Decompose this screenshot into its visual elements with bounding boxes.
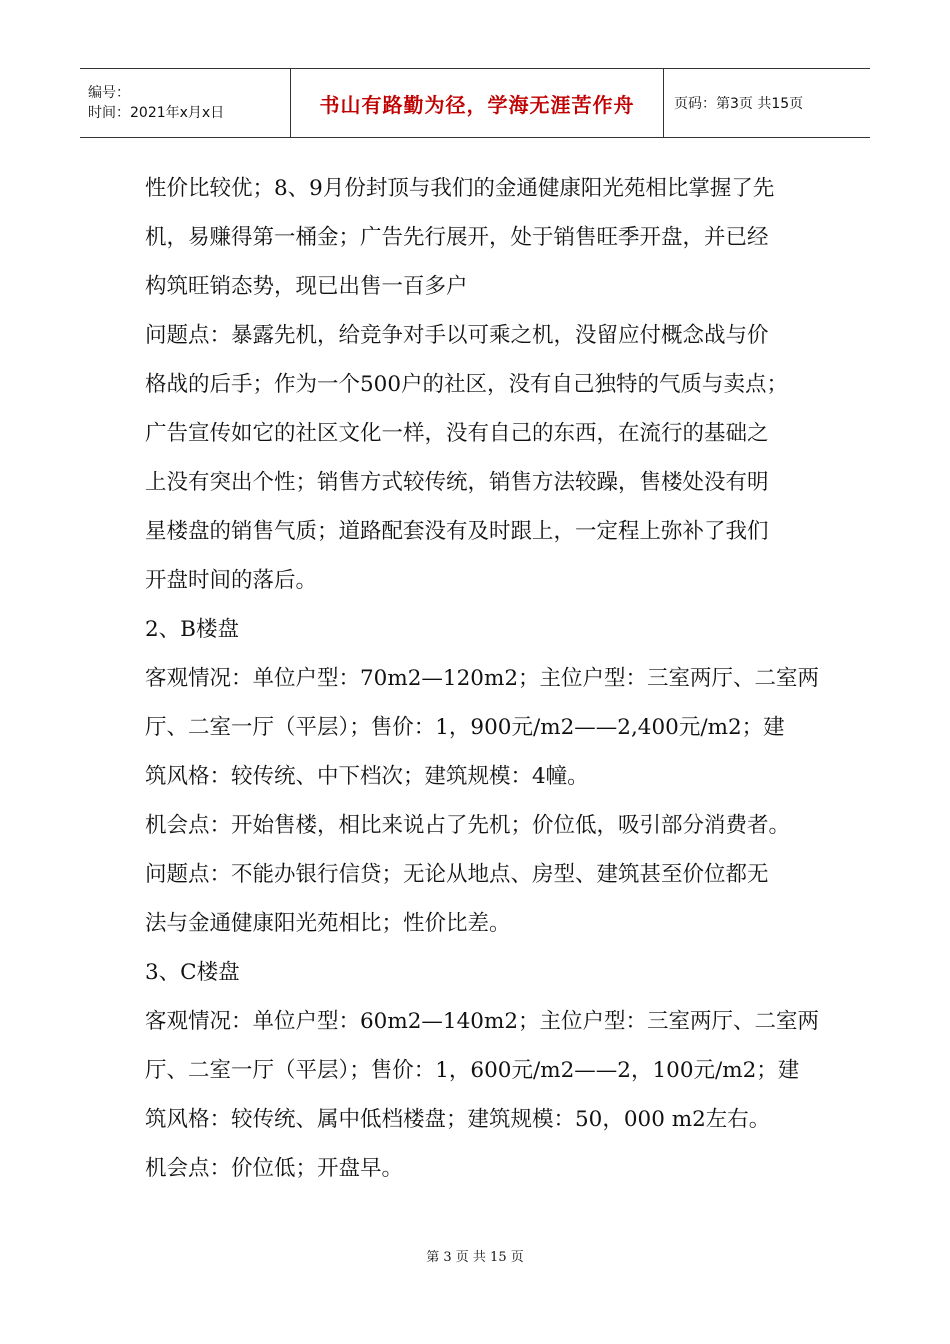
motto: 书山有路勤为径，学海无涯苦作舟 [319, 92, 635, 117]
time-label: 时间：2021年x月x日 [88, 105, 225, 121]
text-line: 客观情况：单位户型：60m2—140m2；主位户型：三室两厅、二室两 [145, 1009, 820, 1034]
text-line: 性价比较优；8、9月份封顶与我们的金通健康阳光苑相比掌握了先 [145, 176, 775, 201]
text-line: 问题点：暴露先机，给竞争对手以可乘之机，没留应付概念战与价 [145, 323, 769, 348]
text-line: 上没有突出个性；销售方式较传统，销售方法较躁，售楼处没有明 [145, 470, 769, 495]
footer-page-number: 第 3 页 共 15 页 [426, 1250, 524, 1265]
section-heading: 3、C楼盘 [145, 960, 240, 985]
header-page-info-cell [664, 69, 870, 137]
text-line: 开盘时间的落后。 [145, 568, 318, 593]
text-line: 筑风格：较传统、中下档次；建筑规模：4幢。 [145, 764, 589, 789]
text-line: 构筑旺销态势，现已出售一百多户 [145, 274, 468, 299]
header-meta [80, 69, 291, 137]
section-heading: 2、B楼盘 [145, 617, 239, 642]
page-footer [0, 1246, 950, 1265]
text-line: 厅、二室一厅（平层）；售价：1，900元/m2——2,400元/m2；建 [145, 715, 785, 740]
text-line: 机会点：开始售楼，相比来说占了先机；价位低，吸引部分消费者。 [145, 813, 791, 838]
text-line: 格战的后手；作为一个500户的社区，没有自己独特的气质与卖点； [145, 372, 789, 397]
page-header [80, 68, 870, 138]
text-line: 广告宣传如它的社区文化一样，没有自己的东西，在流行的基础之 [145, 421, 769, 446]
text-line: 机，易赚得第一桶金；广告先行展开，处于销售旺季开盘，并已经 [145, 225, 769, 250]
text-line: 筑风格：较传统、属中低档楼盘；建筑规模：50，000 m2左右。 [145, 1107, 771, 1132]
text-line: 客观情况：单位户型：70m2—120m2；主位户型：三室两厅、二室两 [145, 666, 820, 691]
text-line: 厅、二室一厅（平层）；售价：1，600元/m2——2，100元/m2；建 [145, 1058, 800, 1083]
text-line: 星楼盘的销售气质；道路配套没有及时跟上，一定程上弥补了我们 [145, 519, 769, 544]
header-motto-cell [291, 69, 664, 137]
document-body [145, 164, 820, 1193]
text-line: 法与金通健康阳光苑相比；性价比差。 [145, 911, 511, 936]
number-label: 编号： [88, 85, 130, 101]
text-line: 问题点：不能办银行信贷；无论从地点、房型、建筑甚至价位都无 [145, 862, 769, 887]
text-line: 机会点：价位低；开盘早。 [145, 1156, 404, 1181]
page-info: 页码：第3页 共15页 [674, 96, 804, 112]
